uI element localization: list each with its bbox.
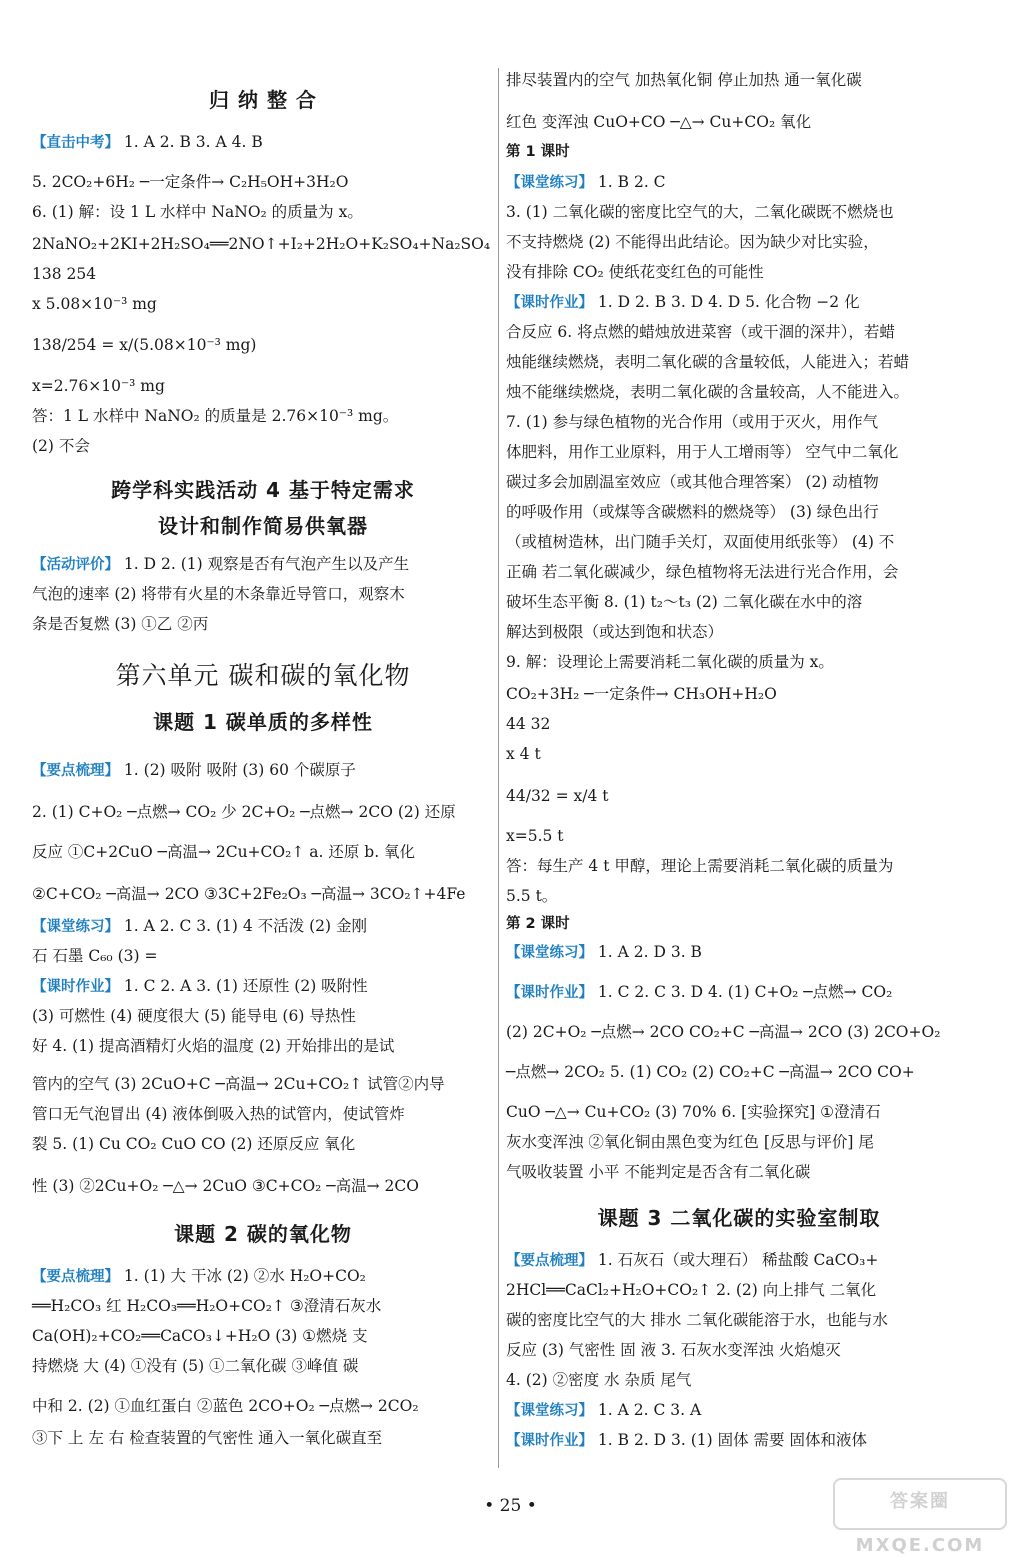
answer-line [32, 946, 157, 966]
answer-line [506, 592, 862, 612]
answer-text: 6. (1) 解：设 1 L 水样中 NaNO₂ 的质量为 x。 [32, 203, 363, 221]
answer-line [32, 1296, 381, 1316]
answer-line [506, 562, 898, 582]
answer-text: 7. (1) 参与绿色植物的光合作用（或用于灭火，用作气 [506, 413, 879, 431]
answer-text: 的呼吸作用（或煤等含碳燃料的燃烧等） (3) 绿色出行 [506, 503, 879, 521]
answer-text: 44/32 = x/4 t [506, 787, 609, 805]
answer-text: 持燃烧 大 (4) ①没有 (5) ①二氧化碳 ③峰值 碳 [32, 1357, 359, 1375]
answer-text: 4. (2) ②密度 水 杂质 尾气 [506, 1371, 692, 1389]
section-heading: 跨学科实践活动 4 基于特定需求 [111, 478, 415, 502]
answer-line [32, 802, 456, 822]
answer-line [506, 1132, 874, 1152]
section-heading: 课题 1 碳单质的多样性 [153, 710, 373, 734]
answer-text: 烛不能继续燃烧，表明二氧化碳的含量较高，人不能进入。 [506, 383, 910, 401]
answer-line [506, 1310, 888, 1330]
answer-text: 答：1 L 水样中 NaNO₂ 的质量是 2.76×10⁻³ mg。 [32, 407, 399, 425]
column-divider [498, 68, 499, 1468]
answer-line [32, 916, 367, 937]
answer-text: 1. 石灰石（或大理石） 稀盐酸 CaCO₃+ [593, 1251, 879, 1269]
unit-title: 第六单元 碳和碳的氧化物 [115, 661, 411, 690]
answer-line [32, 1176, 419, 1196]
answer-line [32, 1396, 419, 1416]
answer-text: 烛能继续燃烧，表明二氧化碳的含量较低，人能进入；若蜡 [506, 353, 910, 371]
answer-line [506, 472, 879, 492]
answer-line [506, 826, 564, 846]
answer-text: 44 32 [506, 715, 551, 733]
answer-text: 5. 2CO₂+6H₂ ─一定条件→ C₂H₅OH+3H₂O [32, 173, 349, 191]
lesson-subheading: 第 2 课时 [506, 916, 570, 932]
answer-text: x 4 t [506, 745, 541, 763]
lesson-subheading: 第 1 课时 [506, 144, 570, 160]
answer-text: 1. (1) 大 干冰 (2) ②水 H₂O+CO₂ [119, 1267, 366, 1285]
answer-text: ─点燃→ 2CO₂ 5. (1) CO₂ (2) CO₂+C ─高温→ 2CO CO+ [506, 1063, 915, 1081]
answer-text: （或植树造林，出门随手关灯，双面使用纸张等） (4) 不 [506, 533, 895, 551]
answer-text: 气泡的速率 (2) 将带有火星的木条靠近导管口，观察木 [32, 585, 405, 603]
answer-text: 性 (3) ②2Cu+O₂ ─△→ 2CuO ③C+CO₂ ─高温→ 2CO [32, 1177, 419, 1195]
section-tag: 【活动评价】 [32, 557, 119, 573]
answer-line [506, 322, 895, 342]
answer-text: CuO ─△→ Cu+CO₂ (3) 70% 6. [实验探究] ①澄清石 [506, 1103, 881, 1121]
answer-line [506, 942, 702, 963]
answer-text: x 5.08×10⁻³ mg [32, 295, 157, 313]
answer-line [32, 234, 490, 254]
answer-line [32, 264, 96, 284]
answer-text: 138/254 = x/(5.08×10⁻³ mg) [32, 336, 257, 354]
answer-line [506, 352, 909, 372]
answer-line [506, 714, 550, 734]
answer-line [32, 1006, 356, 1026]
answer-text: 条是否复燃 (3) ①乙 ②丙 [32, 615, 209, 633]
answer-text: 碳的密度比空气的大 排水 二氧化碳能溶于水，也能与水 [506, 1311, 888, 1329]
answer-line [506, 1102, 881, 1122]
answer-line [506, 1062, 915, 1082]
answer-text: ②C+CO₂ ─高温→ 2CO ③3C+2Fe₂O₃ ─高温→ 3CO₂↑+4Fe [32, 885, 466, 903]
answer-text: 反应 ①C+2CuO ─高温→ 2Cu+CO₂↑ a. 还原 b. 氧化 [32, 843, 416, 861]
answer-text: ══H₂CO₃ 红 H₂CO₃══H₂O+CO₂↑ ③澄清石灰水 [32, 1297, 382, 1315]
answer-line [506, 856, 893, 876]
section-tag: 【课堂练习】 [506, 1403, 593, 1419]
answer-line [32, 202, 363, 222]
answer-text: 1. B 2. C [593, 173, 666, 191]
answer-line [32, 1104, 405, 1124]
answer-line [506, 786, 609, 806]
answer-line [506, 1280, 876, 1300]
answer-line [506, 202, 894, 222]
answer-text: 碳过多会加剧温室效应（或其他合理答案） (2) 动植物 [506, 473, 879, 491]
answer-text: 不支持燃烧 (2) 不能得出此结论。因为缺少对比实验， [506, 233, 879, 251]
answer-line [32, 376, 165, 396]
answer-line [32, 614, 208, 634]
answer-text: x=2.76×10⁻³ mg [32, 377, 165, 395]
answer-line [506, 1430, 867, 1451]
answer-text: x=5.5 t [506, 827, 564, 845]
answer-text: 2NaNO₂+2KI+2H₂SO₄══2NO↑+I₂+2H₂O+K₂SO₄+Na₂SO₄ [32, 235, 491, 253]
answer-line [32, 884, 465, 904]
answer-line [506, 112, 811, 132]
section-heading: 设计和制作简易供氧器 [158, 514, 368, 538]
answer-line [506, 1022, 940, 1042]
answer-line [32, 1134, 355, 1154]
answer-line [32, 436, 90, 456]
answer-line [506, 622, 723, 642]
answer-text: 3. (1) 二氧化碳的密度比空气的大，二氧化碳既不燃烧也 [506, 203, 894, 221]
answer-text: ③下 上 左 右 检查装置的气密性 通入一氧化碳直至 [32, 1429, 383, 1447]
answer-text: 气吸收装置 小平 不能判定是否含有二氧化碳 [506, 1163, 811, 1181]
answer-text: 2HCl══CaCl₂+H₂O+CO₂↑ 2. (2) 向上排气 二氧化 [506, 1281, 877, 1299]
answer-text: 中和 2. (2) ①血红蛋白 ②蓝色 2CO+O₂ ─点燃→ 2CO₂ [32, 1397, 419, 1415]
answer-line [32, 1266, 366, 1287]
answer-line [506, 532, 894, 552]
answer-text: 没有排除 CO₂ 使纸花变红色的可能性 [506, 263, 764, 281]
watermark-logo: 答案圈 MXQE.COM [833, 1478, 1007, 1530]
answer-line [32, 335, 256, 355]
answer-text: 1. C 2. A 3. (1) 还原性 (2) 吸附性 [119, 977, 368, 995]
answer-text: 管内的空气 (3) 2CuO+C ─高温→ 2Cu+CO₂↑ 试管②内导 [32, 1075, 445, 1093]
section-tag: 【要点梳理】 [32, 763, 119, 779]
answer-text: (2) 不会 [32, 437, 90, 455]
answer-line [506, 652, 834, 672]
answer-text: 破坏生态平衡 8. (1) t₂～t₃ (2) 二氧化碳在水中的溶 [506, 593, 863, 611]
answer-text: 体肥料，用作工业原料，用于人工增雨等） 空气中二氧化 [506, 443, 899, 461]
answer-line [32, 406, 398, 426]
answer-line [32, 294, 157, 314]
answer-line [506, 172, 666, 193]
answer-line [32, 1428, 382, 1448]
section-tag: 【课时作业】 [506, 1433, 593, 1449]
section-tag: 【课堂练习】 [32, 919, 119, 935]
answer-text: (3) 可燃性 (4) 硬度很大 (5) 能导电 (6) 导热性 [32, 1007, 356, 1025]
section-tag: 【要点梳理】 [506, 1253, 593, 1269]
answer-text: 138 254 [32, 265, 97, 283]
answer-line [506, 1162, 810, 1182]
section-tag: 【课时作业】 [506, 295, 593, 311]
answer-text: 管口无气泡冒出 (4) 液体倒吸入热的试管内，使试管炸 [32, 1105, 405, 1123]
answer-line [32, 554, 409, 575]
answer-text: 红色 变浑浊 CuO+CO ─△→ Cu+CO₂ 氧化 [506, 113, 812, 131]
answer-line [32, 1036, 394, 1056]
answer-text: 1. C 2. C 3. D 4. (1) C+O₂ ─点燃→ CO₂ [593, 983, 893, 1001]
section-heading: 归 纳 整 合 [209, 88, 317, 112]
answer-text: Ca(OH)₂+CO₂══CaCO₃↓+H₂O (3) ①燃烧 支 [32, 1327, 368, 1345]
answer-text: 1. D 2. (1) 观察是否有气泡产生以及产生 [119, 555, 410, 573]
section-heading: 课题 3 二氧化碳的实验室制取 [597, 1206, 881, 1230]
answer-text: 合反应 6. 将点燃的蜡烛放进菜窖（或干涸的深井），若蜡 [506, 323, 895, 341]
answer-line [506, 886, 557, 906]
answer-text: (2) 2C+O₂ ─点燃→ 2CO CO₂+C ─高温→ 2CO (3) 2CO+O₂ [506, 1023, 941, 1041]
answer-line [506, 684, 777, 704]
answer-text: 排尽装置内的空气 加热氧化铜 停止加热 通一氧化碳 [506, 71, 862, 89]
answer-line [506, 1370, 691, 1390]
answer-line [32, 584, 405, 604]
answer-text: 好 4. (1) 提高酒精灯火焰的温度 (2) 开始排出的是试 [32, 1037, 395, 1055]
answer-text: 正确 若二氧化碳减少，绿色植物将无法进行光合作用，会 [506, 563, 899, 581]
answer-text: 答：每生产 4 t 甲醇，理论上需要消耗二氧化碳的质量为 [506, 857, 894, 875]
answer-text: 1. A 2. C 3. A [593, 1401, 702, 1419]
section-tag: 【课时作业】 [506, 985, 593, 1001]
answer-line [506, 1250, 878, 1271]
answer-text: CO₂+3H₂ ─一定条件→ CH₃OH+H₂O [506, 685, 777, 703]
answer-line [32, 976, 368, 997]
answer-text: 1. (2) 吸附 吸附 (3) 60 个碳原子 [119, 761, 356, 779]
answer-line [32, 842, 415, 862]
answer-line [506, 744, 541, 764]
section-tag: 【课堂练习】 [506, 175, 593, 191]
answer-line [506, 982, 892, 1003]
answer-line [32, 1356, 358, 1376]
answer-line [32, 1074, 445, 1094]
answer-text: 1. A 2. B 3. A 4. B [119, 133, 263, 151]
answer-line [506, 382, 909, 402]
answer-text: 1. A 2. C 3. (1) 4 不活泼 (2) 金刚 [119, 917, 367, 935]
answer-text: 灰水变浑浊 ②氧化铜由黑色变为红色 [反思与评价] 尾 [506, 1133, 874, 1151]
answer-text: 2. (1) C+O₂ ─点燃→ CO₂ 少 2C+O₂ ─点燃→ 2CO (2) 还原 [32, 803, 456, 821]
answer-text: 石 石墨 C₆₀ (3) = [32, 947, 158, 965]
section-tag: 【课堂练习】 [506, 945, 593, 961]
answer-text: 反应 (3) 气密性 固 液 3. 石灰水变浑浊 火焰熄灭 [506, 1341, 841, 1359]
answer-line [506, 442, 898, 462]
answer-text: 5.5 t。 [506, 887, 558, 905]
answer-line [506, 232, 879, 252]
answer-line [506, 412, 878, 432]
answer-text: 1. B 2. D 3. (1) 固体 需要 固体和液体 [593, 1431, 867, 1449]
answer-line [32, 1326, 368, 1346]
answer-line [506, 502, 879, 522]
answer-text: 解达到极限（或达到饱和状态） [506, 623, 724, 641]
section-heading: 课题 2 碳的氧化物 [174, 1222, 352, 1246]
answer-line [32, 132, 263, 153]
answer-line [506, 292, 860, 313]
answer-line [32, 172, 348, 192]
answer-line [32, 760, 356, 781]
section-tag: 【课时作业】 [32, 979, 119, 995]
answer-text: 1. D 2. B 3. D 4. D 5. 化合物 −2 化 [593, 293, 860, 311]
answer-line [506, 70, 862, 90]
section-tag: 【直击中考】 [32, 135, 119, 151]
answer-text: 裂 5. (1) Cu CO₂ CuO CO (2) 还原反应 氧化 [32, 1135, 356, 1153]
section-tag: 【要点梳理】 [32, 1269, 119, 1285]
page-number: • 25 • [484, 1496, 537, 1516]
answer-line [506, 1340, 841, 1360]
answer-line [506, 1400, 701, 1421]
answer-line [506, 262, 764, 282]
answer-text: 9. 解：设理论上需要消耗二氧化碳的质量为 x。 [506, 653, 834, 671]
answer-text: 1. A 2. D 3. B [593, 943, 702, 961]
